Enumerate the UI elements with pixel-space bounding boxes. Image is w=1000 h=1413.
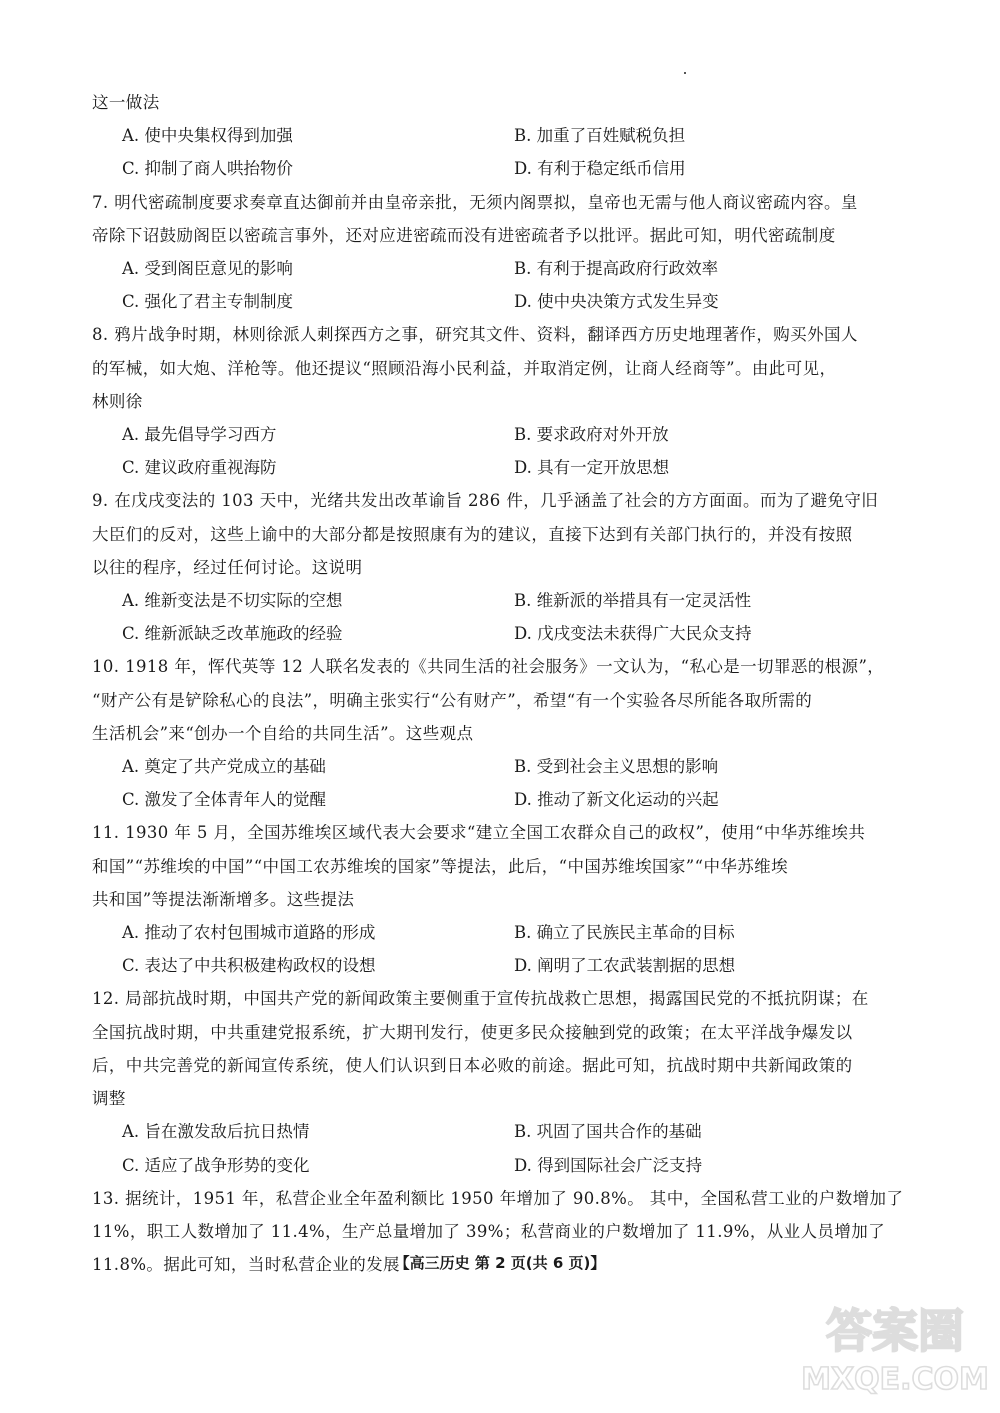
answer-option: B. 加重了百姓赋税负担 xyxy=(514,126,686,146)
answer-option: C. 强化了君主专制制度 xyxy=(122,292,294,312)
watermark-logo xyxy=(801,1285,989,1405)
question-text-line: 和国”“苏维埃的中国”“中国工农苏维埃的国家”等提法，此后，“中国苏维埃国家”“中华苏维埃 xyxy=(92,856,788,876)
question-text-line: 12. 局部抗战时期，中国共产党的新闻政策主要侧重于宣传抗战救亡思想，揭露国民党的不抵抗阴谋；在 xyxy=(92,989,869,1009)
answer-option: C. 适应了战争形势的变化 xyxy=(122,1155,310,1175)
question-text-line: 13. 据统计，1951 年，私营企业全年盈利额比 1950 年增加了 90.8%。 其中，全国私营工业的户数增加了 xyxy=(92,1188,904,1208)
exam-page-body xyxy=(92,86,912,1281)
question-text-line: 7. 明代密疏制度要求奏章直达御前并由皇帝亲批，无须内阁票拟，皇帝也无需与他人商议密疏内容。皇 xyxy=(92,192,858,212)
option-row xyxy=(92,1149,912,1182)
question-text-line: 10. 1918 年，恽代英等 12 人联名发表的《共同生活的社会服务》一文认为，“私心是一切罪恶的根源”， xyxy=(92,657,885,677)
option-row xyxy=(92,783,912,816)
answer-option: C. 激发了全体青年人的觉醒 xyxy=(122,790,327,810)
question-text-line: 生活机会”来“创办一个自给的共同生活”。这些观点 xyxy=(92,723,474,743)
answer-option: A. 使中央集权得到加强 xyxy=(122,126,293,146)
question-text-line: 大臣们的反对，这些上谕中的大部分都是按照康有为的建议，直接下达到有关部门执行的，并没有按照 xyxy=(92,524,853,544)
question-text-line: 全国抗战时期，中共重建党报系统，扩大期刊发行，使更多民众接触到党的政策；在太平洋战争爆发以 xyxy=(92,1022,853,1042)
answer-option: A. 受到阁臣意见的影响 xyxy=(122,259,293,279)
answer-option: B. 要求政府对外开放 xyxy=(514,425,669,445)
question-text-line: 帝除下诏鼓励阁臣以密疏言事外，还对应进密疏而没有进密疏者予以批评。据此可知，明代密疏制度 xyxy=(92,225,836,245)
question-text-line: 的军械，如大炮、洋枪等。他还提议“照顾沿海小民利益，并取消定例，让商人经商等”。由此可见， xyxy=(92,358,837,378)
scan-dot xyxy=(684,72,686,74)
answer-option: A. 推动了农村包围城市道路的形成 xyxy=(122,923,376,943)
watermark-text: 答案圈 xyxy=(826,1304,964,1358)
answer-option: D. 推动了新文化运动的兴起 xyxy=(514,790,719,810)
option-row xyxy=(92,451,912,484)
option-row xyxy=(92,285,912,318)
question-text-line: 调整 xyxy=(92,1089,126,1109)
answer-option: B. 确立了民族民主革命的目标 xyxy=(514,923,735,943)
answer-option: B. 有利于提高政府行政效率 xyxy=(514,259,719,279)
answer-option: B. 巩固了国共合作的基础 xyxy=(514,1122,702,1142)
question-text-line: 11. 1930 年 5 月，全国苏维埃区域代表大会要求“建立全国工农群众自己的政权”，使用“中华苏维埃共 xyxy=(92,823,866,843)
answer-option: D. 阐明了工农武装割据的思想 xyxy=(514,956,736,976)
question-text-line: 8. 鸦片战争时期，林则徐派人刺探西方之事，研究其文件、资料，翻译西方历史地理著作，购买外国人 xyxy=(92,325,858,345)
answer-option: A. 奠定了共产党成立的基础 xyxy=(122,757,326,777)
option-row xyxy=(92,617,912,650)
answer-option: C. 表达了中共积极建构政权的设想 xyxy=(122,956,376,976)
question-text-line: 林则徐 xyxy=(92,391,143,411)
answer-option: B. 受到社会主义思想的影响 xyxy=(514,757,719,777)
question-text-line: 11%，职工人数增加了 11.4%，生产总量增加了 39%；私营商业的户数增加了 11.9%，从业人员增加了 xyxy=(92,1221,886,1241)
option-row xyxy=(92,1115,912,1148)
answer-option: D. 具有一定开放思想 xyxy=(514,458,670,478)
option-row xyxy=(92,152,912,185)
option-row xyxy=(92,750,912,783)
answer-option: A. 最先倡导学习西方 xyxy=(122,425,277,445)
question-text-line: 后，中共完善党的新闻宣传系统，使人们认识到日本必败的前途。据此可知，抗战时期中共新闻政策的 xyxy=(92,1055,853,1075)
answer-option: B. 维新派的举措具有一定灵活性 xyxy=(514,591,752,611)
question-text-line: 共和国”等提法渐渐增多。这些提法 xyxy=(92,889,355,909)
option-row xyxy=(92,584,912,617)
question-text-line: “财产公有是铲除私心的良法”，明确主张实行“公有财产”，希望“有一个实验各尽所能各取所需的 xyxy=(92,690,813,710)
page-footer: 【高三历史 第 2 页(共 6 页)】 xyxy=(394,1254,606,1272)
answer-option: D. 有利于稳定纸币信用 xyxy=(514,159,686,179)
option-row xyxy=(92,418,912,451)
answer-option: A. 维新变法是不切实际的空想 xyxy=(122,591,343,611)
option-row xyxy=(92,252,912,285)
answer-option: C. 维新派缺乏改革施政的经验 xyxy=(122,624,343,644)
answer-option: C. 建议政府重视海防 xyxy=(122,458,277,478)
answer-option: C. 抑制了商人哄抬物价 xyxy=(122,159,294,179)
question-text-line: 9. 在戊戌变法的 103 天中，光绪共发出改革谕旨 286 件，几乎涵盖了社会的方方面面。而为了避免守旧 xyxy=(92,491,879,511)
question-text-line: 以往的程序，经过任何讨论。这说明 xyxy=(92,557,363,577)
question-text-line: 这一做法 xyxy=(92,93,160,112)
answer-option: D. 使中央决策方式发生异变 xyxy=(514,292,719,312)
answer-option: D. 戊戌变法未获得广大民众支持 xyxy=(514,624,752,644)
answer-option: D. 得到国际社会广泛支持 xyxy=(514,1155,703,1175)
answer-option: A. 旨在激发敌后抗日热情 xyxy=(122,1122,310,1142)
option-row xyxy=(92,119,912,152)
option-row xyxy=(92,949,912,982)
question-text-line: 11.8%。据此可知，当时私营企业的发展 xyxy=(92,1255,400,1275)
option-row xyxy=(92,916,912,949)
watermark-url: MXQE.COM xyxy=(801,1362,989,1397)
